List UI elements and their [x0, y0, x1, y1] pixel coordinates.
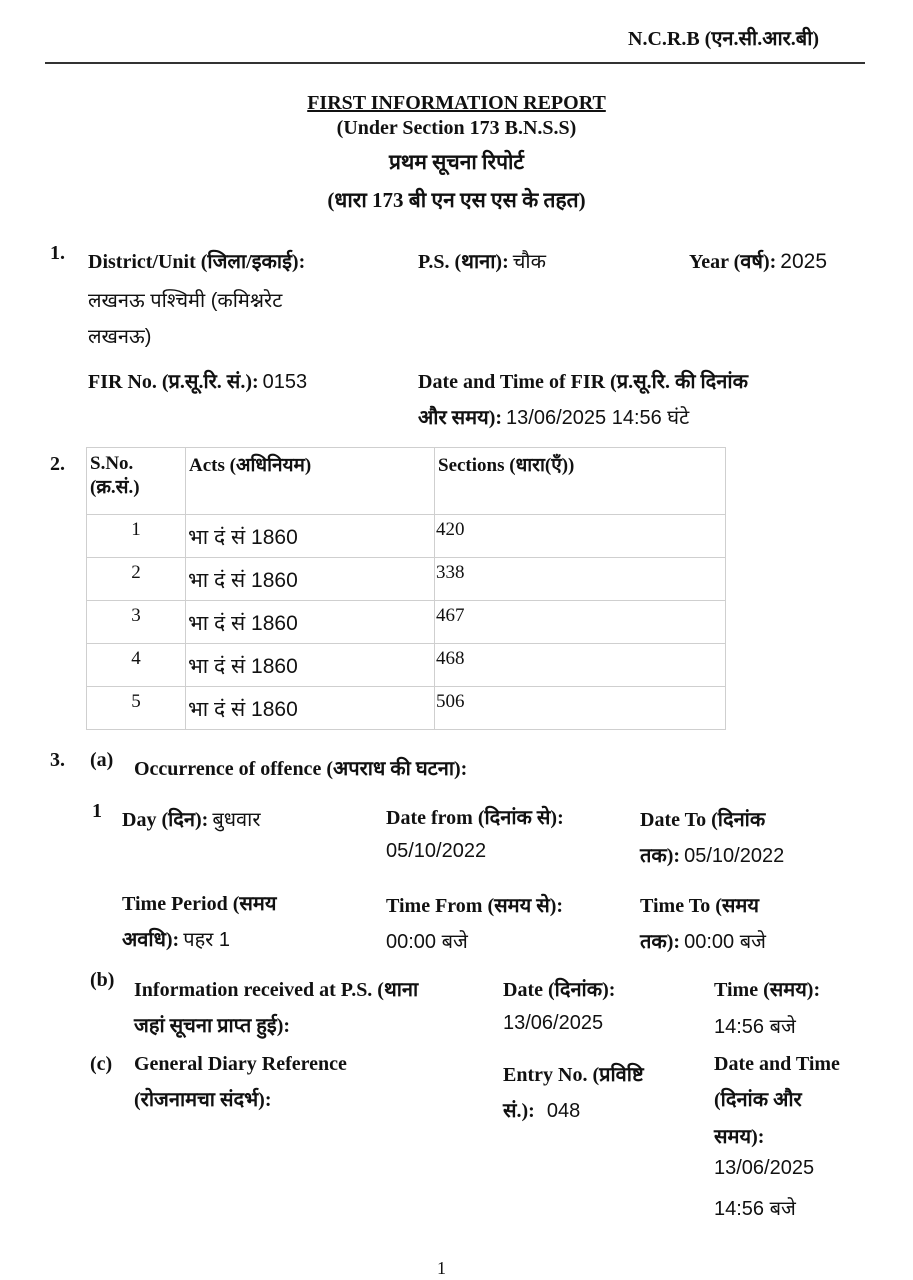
table-row: [87, 644, 726, 687]
section-2-number: 2.: [50, 453, 65, 475]
ps-label: P.S. (थाना):: [418, 251, 509, 273]
time-period-field: [122, 925, 230, 952]
report-title-hindi: प्रथम सूचना रिपोर्ट: [388, 150, 525, 174]
district-value-line1: लखनऊ पश्चिमी (कमिश्नरेट: [88, 290, 283, 312]
info-time-value: 14:56 बजे: [714, 1016, 796, 1038]
header-acts: Acts (अधिनियम): [186, 448, 435, 515]
acts-sections-table: [86, 447, 726, 730]
occurrence-item-number: 1: [92, 800, 102, 822]
info-received-label-line2: जहां सूचना प्राप्त हुई):: [134, 1015, 291, 1037]
day-field: [122, 805, 261, 832]
gd-datetime-label: Date and Time: [714, 1053, 840, 1075]
section-3c-marker: (c): [90, 1053, 113, 1075]
gd-date-value: 13/06/2025: [714, 1157, 815, 1179]
fir-datetime-label-line2: और समय):: [418, 407, 503, 429]
row-sno: 4: [131, 648, 141, 669]
occurrence-title: Occurrence of offence (अपराध की घटना):: [134, 758, 468, 780]
day-label: Day (दिन):: [122, 809, 209, 831]
time-period-value: पहर 1: [183, 929, 231, 951]
table-row: [87, 515, 726, 558]
info-received-label: Information received at P.S. (थाना: [134, 979, 419, 1001]
table-row: [87, 601, 726, 644]
row-act: भा दं सं 1860: [188, 569, 298, 592]
info-time-label: Time (समय):: [714, 979, 821, 1001]
info-date-value: 13/06/2025: [503, 1012, 604, 1034]
row-sno: 3: [131, 605, 141, 626]
date-to-label-line2: तक):: [640, 845, 681, 867]
header-sno: [87, 448, 186, 515]
date-to-value: 05/10/2022: [684, 845, 785, 867]
page-number: 1: [437, 1258, 446, 1278]
time-to-field: [640, 927, 766, 954]
date-to-field: [640, 841, 784, 868]
year-field: [689, 247, 827, 274]
district-label: District/Unit (जिला/इकाई):: [88, 251, 306, 273]
section-3b-marker: (b): [90, 969, 115, 991]
ncrb-header: N.C.R.B (एन.सी.आर.बी): [628, 28, 820, 50]
header-divider: [45, 62, 865, 64]
fir-datetime-value: 13/06/2025 14:56 घंटे: [506, 407, 690, 429]
entry-no-label-line2: सं.):: [503, 1100, 535, 1122]
row-act: भा दं सं 1860: [188, 655, 298, 678]
row-sno: 1: [131, 519, 141, 540]
ps-value: चौक: [512, 251, 546, 273]
report-subtitle: (Under Section 173 B.N.S.S): [336, 117, 577, 139]
entry-no-field: [503, 1096, 580, 1123]
time-to-label-line2: तक):: [640, 931, 681, 953]
time-period-label: Time Period (समय: [122, 893, 277, 915]
police-station-field: [418, 247, 546, 274]
header-sno-line2: (क्र.सं.): [90, 477, 140, 498]
gd-datetime-label-line2: (दिनांक और: [714, 1089, 802, 1111]
date-from-label: Date from (दिनांक से):: [386, 807, 564, 829]
report-title: FIRST INFORMATION REPORT: [307, 92, 606, 114]
row-section: 506: [436, 691, 465, 712]
table-row: [87, 687, 726, 730]
table-header-row: [87, 448, 726, 515]
fir-datetime-field: [418, 403, 689, 430]
row-section: 338: [436, 562, 465, 583]
day-value: बुधवार: [212, 809, 261, 831]
entry-no-value: 048: [546, 1100, 581, 1122]
general-diary-label-line2: (रोजनामचा संदर्भ):: [134, 1089, 272, 1111]
info-date-label: Date (दिनांक):: [503, 979, 616, 1001]
row-section: 420: [436, 519, 465, 540]
row-act: भा दं सं 1860: [188, 526, 298, 549]
row-act: भा दं सं 1860: [188, 698, 298, 721]
year-label: Year (वर्ष):: [689, 251, 777, 273]
report-subtitle-hindi: (धारा 173 बी एन एस एस के तहत): [327, 188, 586, 212]
row-section: 468: [436, 648, 465, 669]
section-3-number: 3.: [50, 749, 65, 771]
district-value-line2: लखनऊ): [88, 326, 152, 348]
table-row: [87, 558, 726, 601]
gd-time-value: 14:56 बजे: [714, 1198, 796, 1220]
row-act: भा दं सं 1860: [188, 612, 298, 635]
row-sno: 2: [131, 562, 141, 583]
entry-no-label: Entry No. (प्रविष्टि: [503, 1064, 644, 1086]
row-sno: 5: [131, 691, 141, 712]
time-from-label: Time From (समय से):: [386, 895, 564, 917]
time-to-label: Time To (समय: [640, 895, 759, 917]
fir-datetime-label: Date and Time of FIR (प्र.सू.रि. की दिनांक: [418, 371, 748, 393]
date-from-value: 05/10/2022: [386, 840, 487, 862]
row-section: 467: [436, 605, 465, 626]
time-to-value: 00:00 बजे: [684, 931, 766, 953]
general-diary-label: General Diary Reference: [134, 1053, 347, 1075]
gd-datetime-label-line3: समय):: [714, 1126, 765, 1148]
fir-number-field: [88, 367, 307, 394]
fir-value: 0153: [262, 371, 308, 393]
time-period-label-line2: अवधि):: [122, 929, 180, 951]
section-3a-marker: (a): [90, 749, 114, 771]
year-value: 2025: [780, 250, 827, 273]
header-sections: Sections (धारा(एँ)): [435, 448, 726, 515]
time-from-value: 00:00 बजे: [386, 931, 468, 953]
fir-label: FIR No. (प्र.सू.रि. सं.):: [88, 371, 259, 393]
header-sno-line1: S.No.: [90, 453, 134, 474]
section-1-number: 1.: [50, 242, 65, 264]
date-to-label: Date To (दिनांक: [640, 809, 766, 831]
